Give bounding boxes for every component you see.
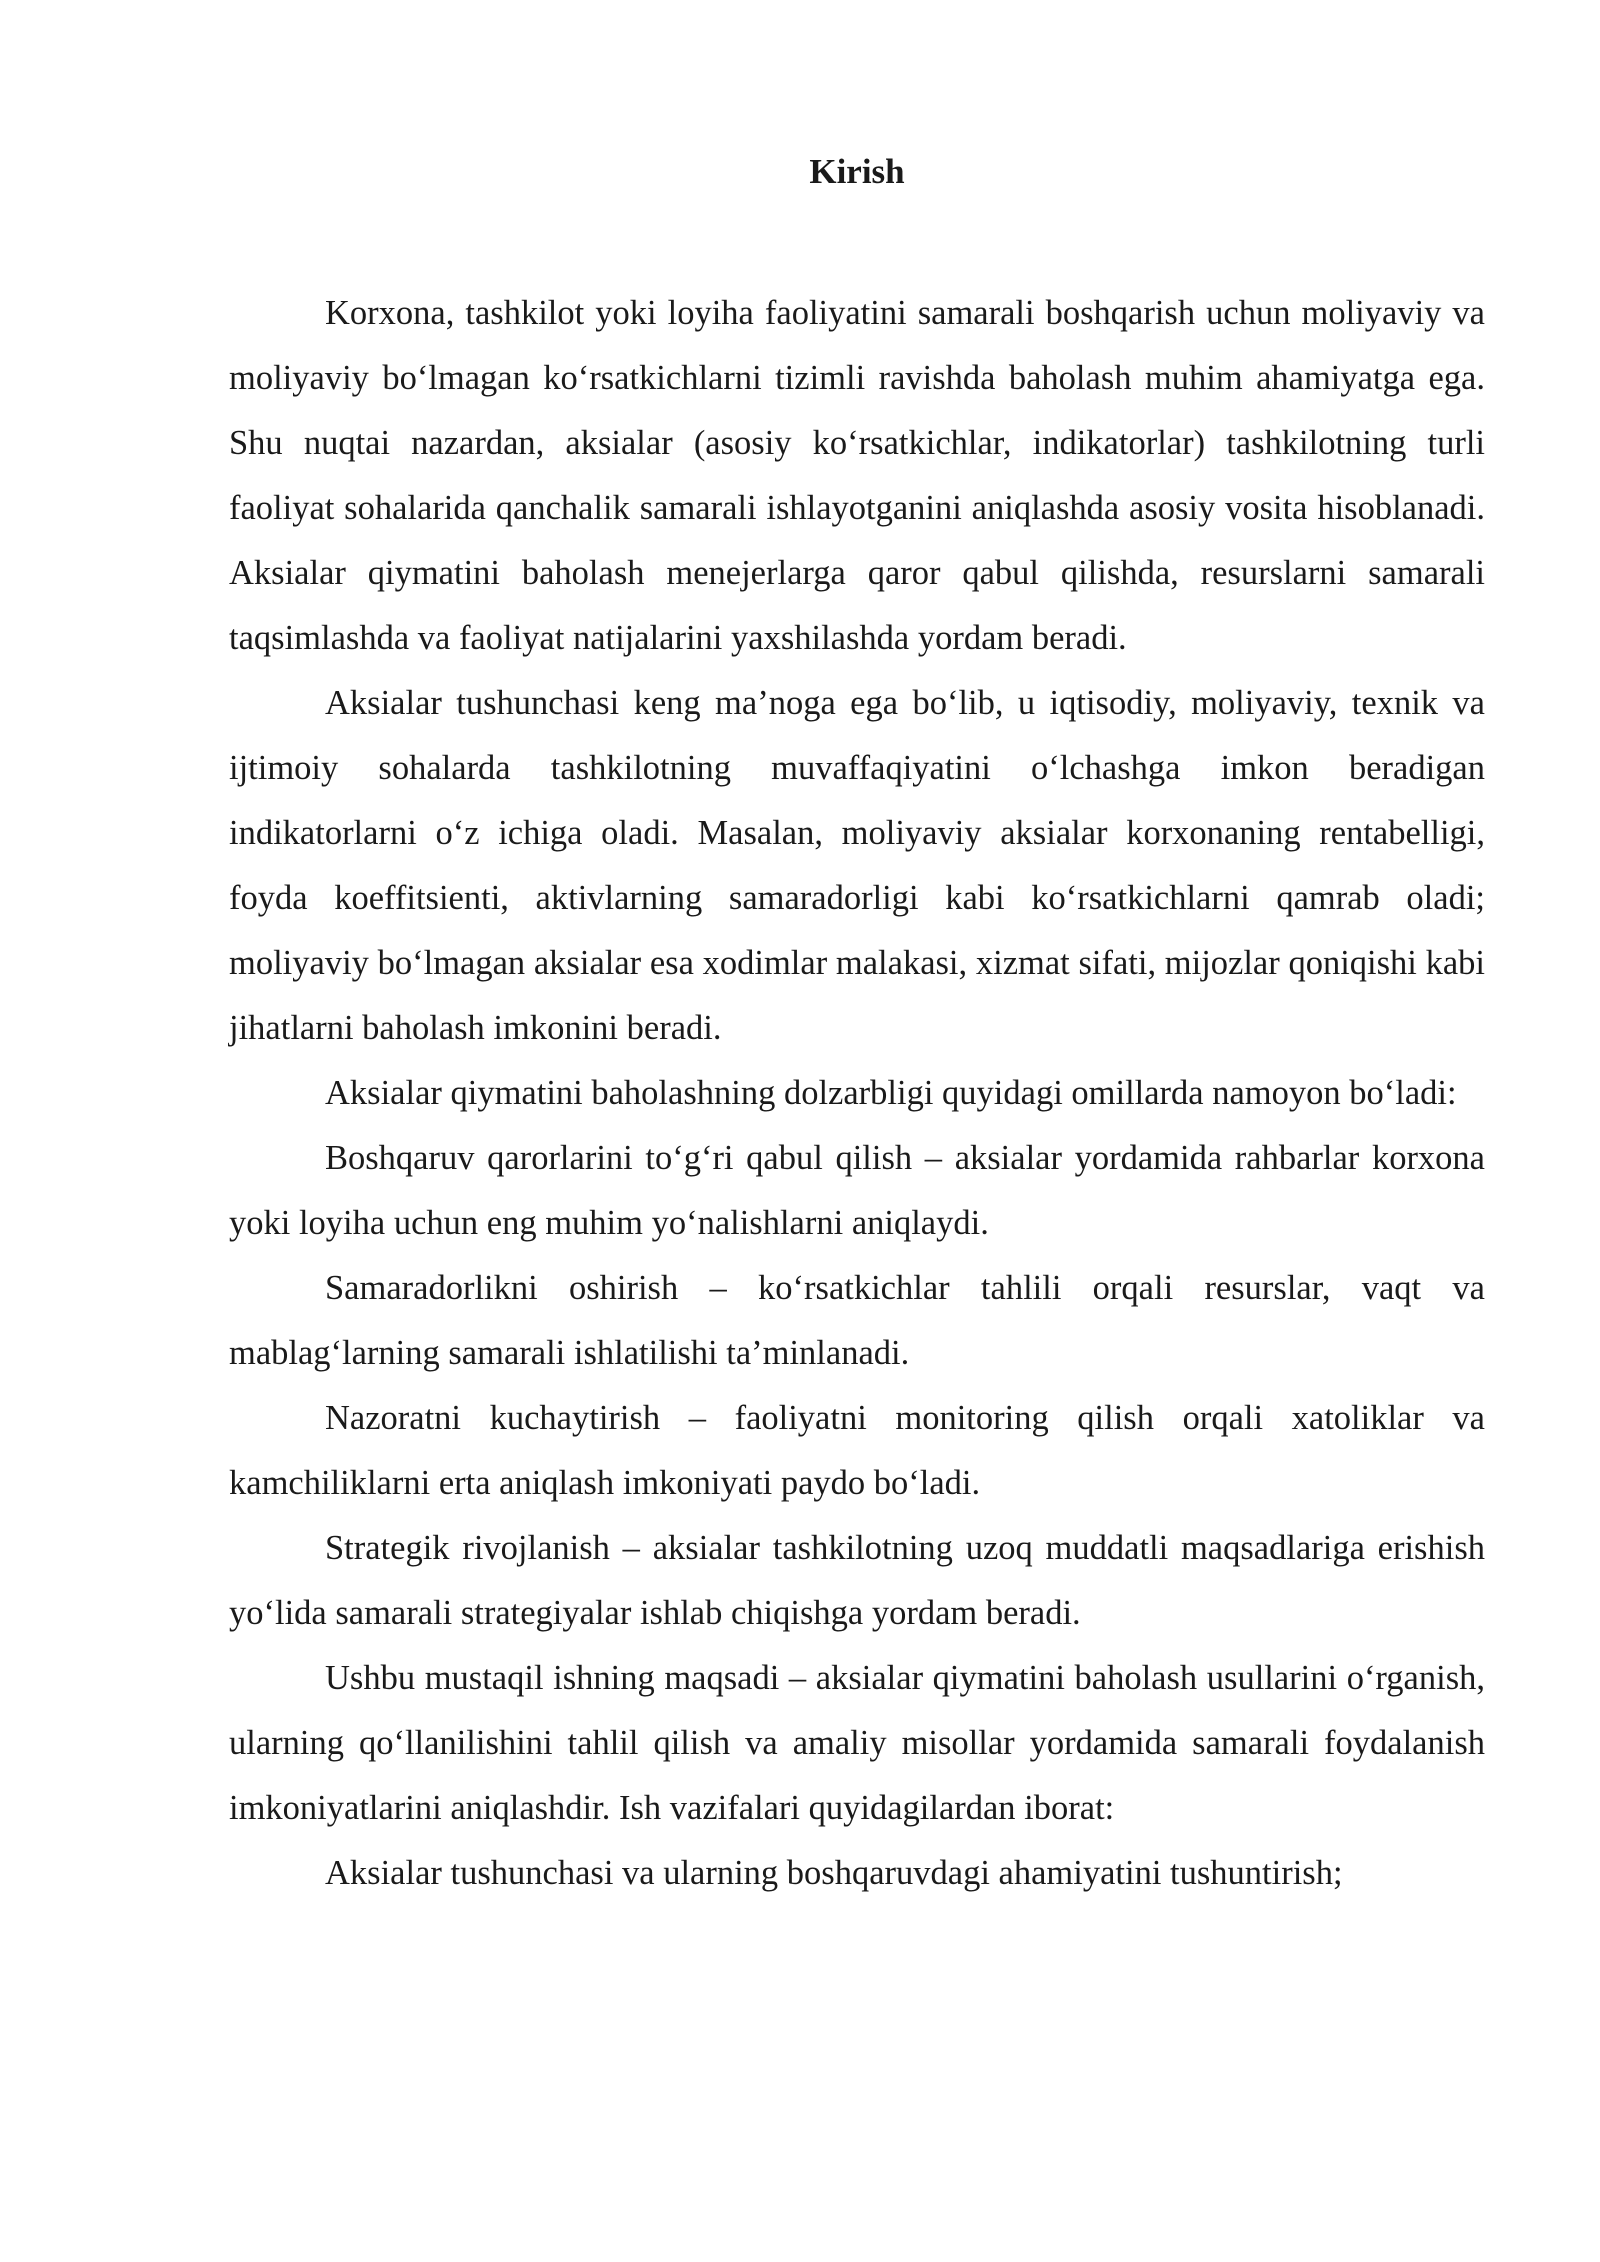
paragraph-task-1: Aksialar tushunchasi va ularning boshqaruvdagi ahamiyatini tushuntirish;: [325, 1854, 1343, 1892]
paragraph-relevance: Aksialar qiymatini baholashning dolzarbligi quyidagi omillarda namoyon bo‘ladi:: [325, 1074, 1457, 1112]
paragraph-decisions: Boshqaruv qarorlarini to‘g‘ri qabul qilish – aksialar yordamida rahbarlar korxona yoki loyiha uchun eng muhim yo‘nalishlarni aniqlaydi.: [229, 1139, 1485, 1242]
paragraph-intro: Korxona, tashkilot yoki loyiha faoliyatini samarali boshqarish uchun moliyaviy va moliyaviy bo‘lmagan ko‘rsatkichlarni tizimli ravishda baholash muhim ahamiyatga ega. Shu nuqtai nazardan, aksialar (asosiy ko‘rsatkichlar, indikatorlar) tashkilotning turli faoliyat sohalarida qanchalik samarali ishlayotganini aniqlashda asosiy vosita hisoblanadi. Aksialar qiymatini baholash menejerlarga qaror qabul qilishda, resurslarni samarali taqsimlashda va faoliyat natijalarini yaxshilashda yordam beradi.: [229, 294, 1485, 657]
paragraph-efficiency: Samaradorlikni oshirish – ko‘rsatkichlar tahlili orqali resurslar, vaqt va mablag‘larning samarali ishlatilishi ta’minlanadi.: [229, 1269, 1485, 1372]
paragraph-concept: Aksialar tushunchasi keng ma’noga ega bo‘lib, u iqtisodiy, moliyaviy, texnik va ijtimoiy sohalarda tashkilotning muvaffaqiyatini o‘lchashga imkon beradigan indikatorlarni o‘z ichiga oladi. Masalan, moliyaviy aksialar korxonaning rentabelligi, foyda koeffitsienti, aktivlarning samaradorligi kabi ko‘rsatkichlarni qamrab oladi; moliyaviy bo‘lmagan aksialar esa xodimlar malakasi, xizmat sifati, mijozlar qoniqishi kabi jihatlarni baholash imkonini beradi.: [229, 684, 1485, 1047]
paragraph-goal: Ushbu mustaqil ishning maqsadi – aksialar qiymatini baholash usullarini o‘rganish, ularning qo‘llanilishini tahlil qilish va amaliy misollar yordamida samarali foydalanish imkoniyatlarini aniqlashdir. Ish vazifalari quyidagilardan iborat:: [229, 1659, 1485, 1827]
page-title: Kirish: [809, 152, 905, 191]
document-body: [229, 281, 1485, 1906]
paragraph-strategy: Strategik rivojlanish – aksialar tashkilotning uzoq muddatli maqsadlariga erishish yo‘lida samarali strategiyalar ishlab chiqishga yordam beradi.: [229, 1529, 1485, 1632]
paragraph-control: Nazoratni kuchaytirish – faoliyatni monitoring qilish orqali xatoliklar va kamchiliklarni erta aniqlash imkoniyati paydo bo‘ladi.: [229, 1399, 1485, 1502]
